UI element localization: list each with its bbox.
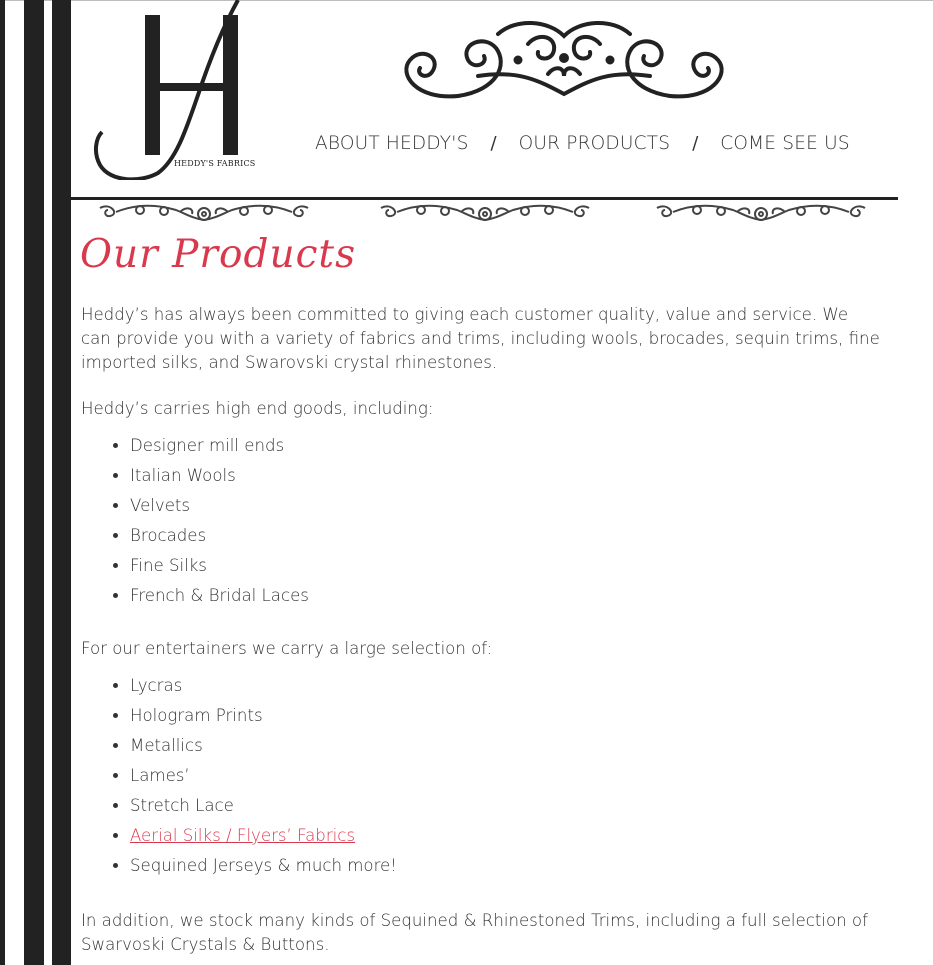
list-item: • French & Bridal Laces (130, 581, 881, 611)
page-title: Our Products (80, 232, 357, 277)
nav-separator: / (490, 133, 497, 154)
left-stripe (0, 0, 5, 965)
ornament-icon (96, 198, 312, 228)
high-end-heading: Heddy’s carries high end goods, including: (81, 399, 434, 418)
closing-paragraph: In addition, we stock many kinds of Sequined & Rhinestoned Trims, including a full selection of Swarvoski Crystals & Buttons. (81, 911, 868, 954)
main-content (81, 303, 881, 957)
entertainers-list (81, 671, 881, 881)
main-nav (315, 133, 850, 154)
ornament-icon (398, 14, 730, 110)
list-item: • Sequined Jerseys & much more! (130, 851, 881, 881)
left-stripe (24, 0, 44, 965)
ornament-icon (653, 198, 869, 228)
intro-paragraph: Heddy’s has always been committed to giving each customer quality, value and service. We can provide you with a variety of fabrics and trims, including wools, brocades, sequin trims, fine imported silks, and Swarovski crystal rhinestones. (81, 305, 880, 372)
list-item: • Italian Wools (130, 461, 881, 491)
ornament-icon (377, 198, 593, 228)
list-item: • Hologram Prints (130, 701, 881, 731)
list-item: • Designer mill ends (130, 431, 881, 461)
nav-about[interactable]: ABOUT HEDDY'S (315, 133, 469, 154)
list-item: • Lycras (130, 671, 881, 701)
logo[interactable] (88, 0, 263, 180)
nav-separator: / (692, 133, 699, 154)
nav-products[interactable]: OUR PRODUCTS (518, 133, 671, 154)
nav-contact[interactable]: COME SEE US (720, 133, 850, 154)
logo-text: HEDDY'S FABRICS (174, 159, 256, 168)
list-item: • Brocades (130, 521, 881, 551)
high-end-list (81, 431, 881, 611)
list-item: • Stretch Lace (130, 791, 881, 821)
list-item: • Metallics (130, 731, 881, 761)
entertainers-heading: For our entertainers we carry a large selection of: (81, 639, 493, 658)
list-item: • Lames’ (130, 761, 881, 791)
list-item (130, 821, 881, 851)
list-item: • Fine Silks (130, 551, 881, 581)
left-stripe (52, 0, 71, 965)
list-item: • Velvets (130, 491, 881, 521)
aerial-silks-link[interactable]: Aerial Silks / Flyers’ Fabrics (130, 826, 356, 845)
